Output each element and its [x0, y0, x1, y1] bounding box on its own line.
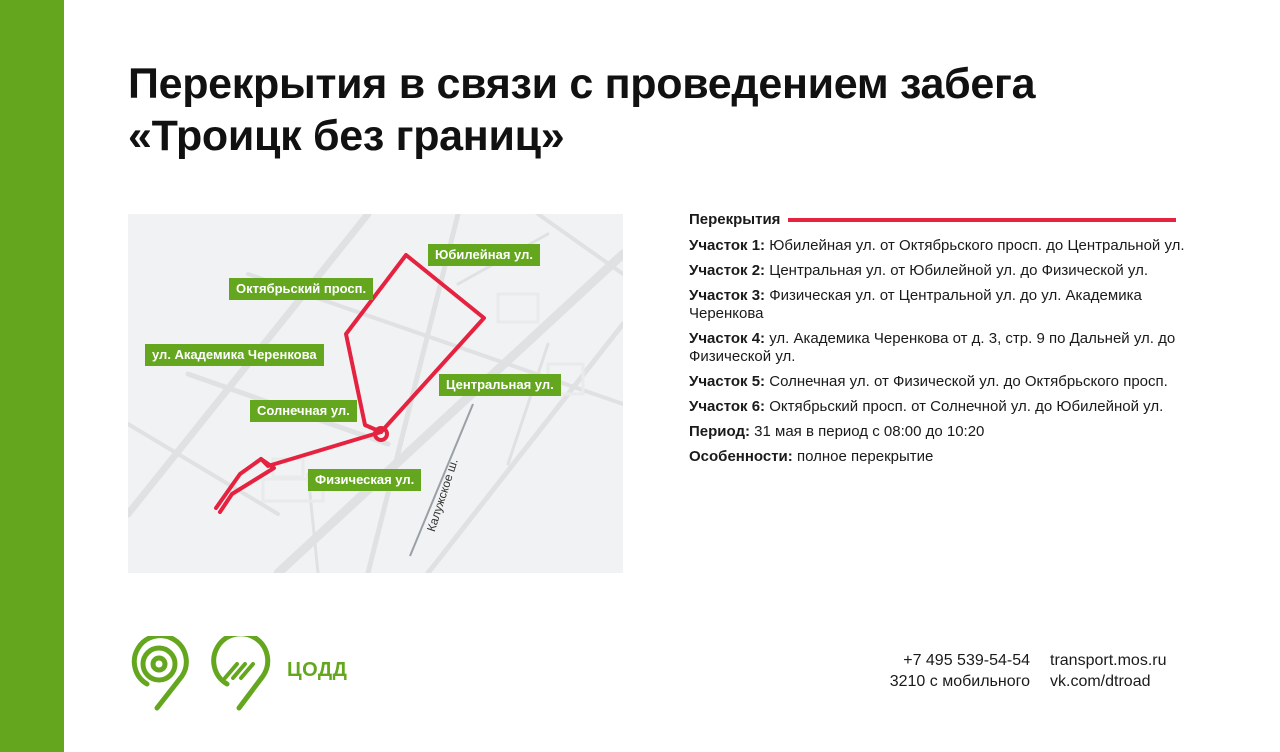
label-akademika: ул. Академика Черенкова — [145, 344, 324, 366]
section-text: Центральная ул. от Юбилейной ул. до Физической ул. — [765, 262, 1148, 279]
title-line-2: «Троицк без границ» — [128, 112, 565, 160]
site-link: transport.mos.ru — [1050, 652, 1167, 669]
closure-info — [689, 211, 1199, 473]
heading-red-line — [788, 218, 1176, 222]
section-1 — [689, 237, 1199, 255]
page-title — [128, 58, 1128, 162]
label-kaluzhskoe: Калужское ш. — [424, 456, 461, 534]
label-solnechnaya: Солнечная ул. — [250, 400, 357, 422]
section-5 — [689, 373, 1199, 391]
section-text: 31 мая в период с 08:00 до 10:20 — [750, 423, 985, 440]
footer-logos — [127, 636, 277, 721]
closure-heading-text: Перекрытия — [689, 211, 781, 228]
section-label: Особенности: — [689, 448, 793, 465]
section-4 — [689, 330, 1199, 366]
section-text: полное перекрытие — [792, 448, 934, 465]
section-text: Солнечная ул. от Физической ул. до Октябрьского просп. — [765, 373, 1168, 390]
section-features — [689, 448, 1199, 466]
section-label: Участок 3: — [689, 287, 766, 304]
title-line-1: Перекрытия в связи с проведением забега — [128, 60, 1036, 108]
phone-number: +7 495 539-54-54 — [903, 652, 1030, 669]
section-6 — [689, 398, 1199, 416]
section-label: Участок 1: — [689, 237, 766, 254]
label-fizicheskaya: Физическая ул. — [308, 469, 421, 491]
contact-phones — [862, 650, 1030, 692]
section-text: Физическая ул. от Центральной ул. до ул. Академика Черенкова — [689, 287, 1142, 322]
section-period — [689, 423, 1199, 441]
mobile-number: 3210 с мобильного — [889, 673, 1030, 690]
contact-links — [1050, 650, 1200, 692]
vk-link: vk.com/dtroad — [1050, 673, 1151, 690]
label-tsentralnaya: Центральная ул. — [439, 374, 561, 396]
label-yubileynaya: Юбилейная ул. — [428, 244, 540, 266]
left-accent-bar — [0, 0, 64, 752]
section-text: Юбилейная ул. от Октябрьского просп. до Центральной ул. — [765, 237, 1185, 254]
section-text: ул. Академика Черенкова от д. 3, стр. 9 по Дальней ул. до Физической ул. — [689, 330, 1176, 365]
section-label: Участок 4: — [689, 330, 766, 347]
closure-heading — [689, 211, 1199, 229]
section-text: Октябрьский просп. от Солнечной ул. до Юбилейной ул. — [765, 398, 1164, 415]
section-label: Участок 6: — [689, 398, 766, 415]
section-label: Участок 5: — [689, 373, 766, 390]
cod-logo-text: ЦОДД — [287, 659, 348, 681]
route-map — [128, 214, 623, 573]
section-label: Период: — [689, 423, 750, 440]
section-3 — [689, 287, 1199, 323]
section-label: Участок 2: — [689, 262, 766, 279]
cod-logo-icon — [127, 636, 277, 716]
label-oktyabrsky: Октябрьский просп. — [229, 278, 373, 300]
section-2 — [689, 262, 1199, 280]
